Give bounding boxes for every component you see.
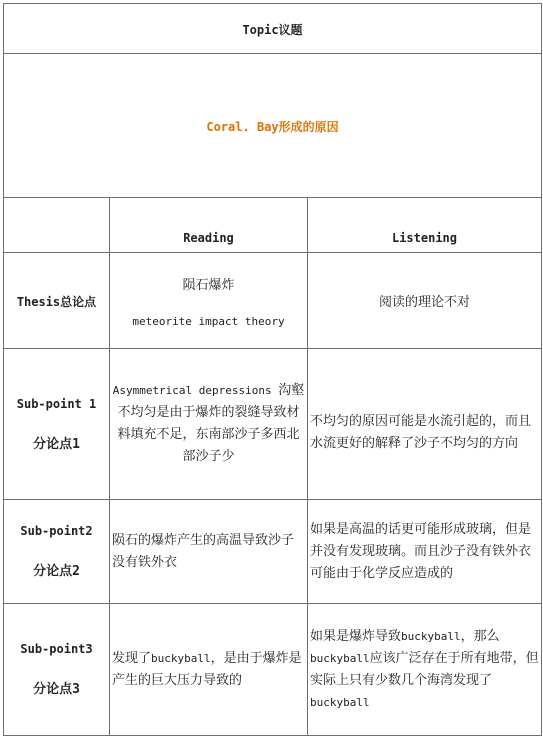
sub-point-3-reading-text — [110, 648, 307, 692]
sub-point-2-listening-cell — [308, 500, 542, 604]
sub-point-2-label-en: Sub-point2 — [20, 524, 93, 538]
thesis-label: Thesis总论点 — [16, 295, 97, 309]
sub-point-3-listening-term-3: buckyball — [310, 695, 370, 709]
sub-point-2-reading-cell — [110, 500, 308, 604]
sub-point-3-row — [4, 604, 542, 736]
thesis-row — [4, 253, 542, 349]
sub-point-1-row — [4, 349, 542, 500]
sub-point-2-label-cn: 分论点2 — [33, 564, 80, 579]
page-title: Topic议题 — [242, 23, 303, 37]
sub-point-3-listening-mid-1: ，那么 — [460, 628, 500, 644]
topic-text: Coral. Bay形成的原因 — [206, 120, 339, 134]
topic-cell — [4, 54, 542, 198]
header-empty-cell — [4, 198, 110, 253]
sub-point-3-label-en: Sub-point3 — [20, 642, 93, 656]
sub-point-2-label-cell — [4, 500, 110, 604]
sub-point-3-listening-term-2: buckyball — [310, 651, 370, 665]
sub-point-1-label-cell — [4, 349, 110, 500]
thesis-reading-cell — [110, 253, 308, 349]
thesis-label-cell — [4, 253, 110, 349]
outline-table — [3, 3, 542, 736]
sub-point-1-reading-prefix: Asymmetrical depressions — [112, 384, 279, 397]
sub-point-3-reading-term: buckyball — [151, 651, 211, 665]
sub-point-1-reading-rest: 沟壑不均匀是由于爆炸的裂缝导致材料填充不足，东南部沙子多西北部沙子少 — [117, 383, 305, 464]
sub-point-1-listening-text: 不均匀的原因可能是水流引起的，而且水流更好的解释了沙子不均匀的方向 — [310, 414, 532, 451]
sub-point-3-listening-cell — [308, 604, 542, 736]
sub-point-1-reading-cell — [110, 349, 308, 500]
title-cell — [4, 4, 542, 54]
thesis-listening-text: 阅读的理论不对 — [378, 295, 470, 310]
header-reading-cell — [110, 198, 308, 253]
sub-point-1-label-cn: 分论点1 — [33, 436, 80, 452]
sub-point-3-label-cn: 分论点3 — [33, 682, 80, 697]
header-listening: Listening — [391, 231, 458, 245]
sub-point-1-listening-cell — [308, 349, 542, 500]
header-reading: Reading — [183, 231, 234, 245]
sub-point-2-listening-text: 如果是高温的话更可能形成玻璃，但是并没有发现玻璃。而且沙子没有铁外衣可能由于化学反应造成的 — [310, 521, 532, 581]
sub-point-3-reading-post: ，是由于爆炸是产生的巨大压力导致的 — [112, 650, 302, 688]
sub-point-3-listening-mid-2: 应该广泛存在于所有地带，但实际上只有少数几个海湾发现了 — [310, 650, 539, 688]
sub-point-3-reading-pre: 发现了 — [112, 650, 152, 666]
sub-point-3-listening-term-1: buckyball — [401, 629, 461, 643]
sub-point-2-row — [4, 500, 542, 604]
thesis-listening-cell — [308, 253, 542, 349]
sub-point-3-reading-cell — [110, 604, 308, 736]
sub-point-3-listening-pre: 如果是爆炸导致 — [310, 628, 402, 644]
sub-point-3-label-cell — [4, 604, 110, 736]
header-listening-cell — [308, 198, 542, 253]
sub-point-3-listening-text — [308, 626, 541, 714]
thesis-reading-main: 陨石爆炸 — [182, 277, 235, 293]
sub-point-1-reading-text — [110, 380, 307, 468]
sub-point-2-reading-text: 陨石的爆炸产生的高温导致沙子没有铁外衣 — [112, 532, 295, 570]
thesis-reading-sub: meteorite impact theory — [132, 314, 285, 328]
sub-point-1-label-en: Sub-point 1 — [16, 396, 97, 411]
